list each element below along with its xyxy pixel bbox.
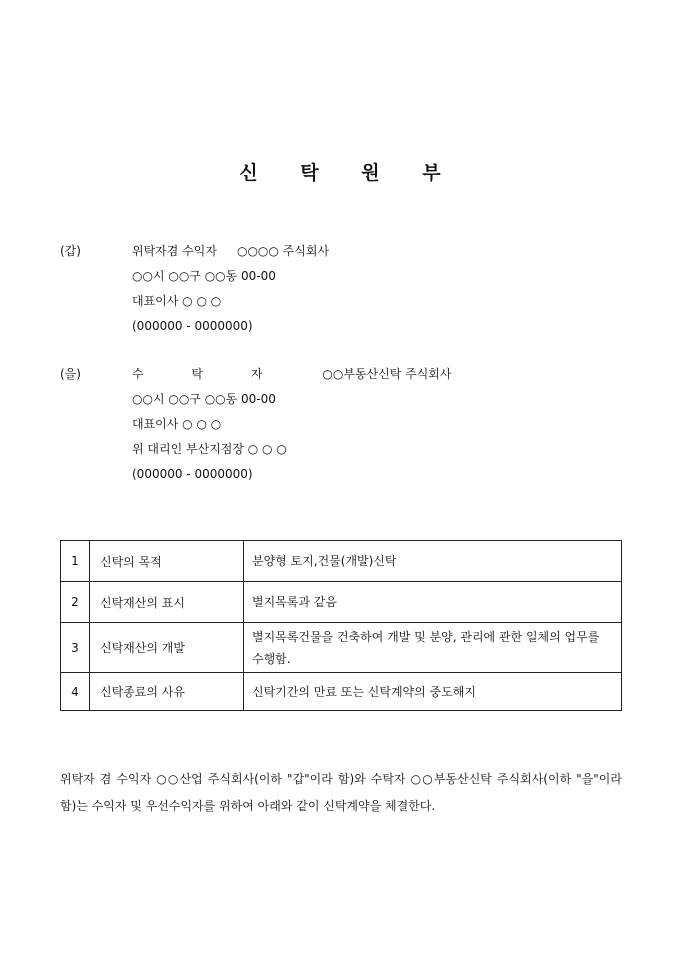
- row-description: 신탁기간의 만료 또는 신탁계약의 중도해지: [244, 673, 622, 711]
- row-number: 1: [61, 541, 90, 582]
- party-a-block: [60, 238, 329, 338]
- party-a-company: ○○○○ 주식회사: [236, 244, 330, 258]
- intro-paragraph: 위탁자 겸 수익자 ○○산업 주식회사(이하 "갑"이라 함)와 수탁자 ○○부동산신탁 주식회사(이하 "을"이라 함)는 수익자 및 우선수익자를 위하여 아래와 같이 신탁계약을 체결한다.: [60, 772, 622, 813]
- row-number: 3: [61, 623, 90, 673]
- row-item: 신탁재산의 표시: [90, 582, 244, 623]
- party-a-address: ○○시 ○○구 ○○동 00-00: [132, 269, 276, 283]
- party-b-role: 수 탁 자: [132, 367, 285, 381]
- row-description: 별지목록과 같음: [244, 582, 622, 623]
- row-item: 신탁재산의 개발: [90, 623, 244, 673]
- trust-items-table: [60, 540, 622, 711]
- document-title: 신 탁 원 부: [239, 162, 459, 184]
- party-b-agent: 위 대리인 부산지점장 ○ ○ ○: [132, 442, 287, 456]
- row-number: 4: [61, 673, 90, 711]
- row-description: 별지목록건물을 건축하여 개발 및 분양, 관리에 관한 일체의 업무를 수행함.: [244, 623, 622, 673]
- party-b-company: ○○부동산신탁 주식회사: [322, 367, 452, 381]
- table-row: [61, 582, 622, 623]
- party-a-role: 위탁자겸 수익자: [132, 244, 217, 258]
- party-a-reg-no: (000000 - 0000000): [132, 318, 253, 333]
- row-description: 분양형 토지,건물(개발)신탁: [244, 541, 622, 582]
- row-item: 신탁의 목적: [90, 541, 244, 582]
- table-row: [61, 623, 622, 673]
- party-b-label: (을): [60, 367, 81, 381]
- party-b-address: ○○시 ○○구 ○○동 00-00: [132, 392, 276, 406]
- row-number: 2: [61, 582, 90, 623]
- table-row: [61, 541, 622, 582]
- party-a-label: (갑): [60, 244, 81, 258]
- row-item: 신탁종료의 사유: [90, 673, 244, 711]
- party-b-representative: 대표이사 ○ ○ ○: [132, 417, 222, 431]
- party-a-representative: 대표이사 ○ ○ ○: [132, 294, 222, 308]
- party-b-block: [60, 361, 452, 486]
- party-b-reg-no: (000000 - 0000000): [132, 466, 253, 481]
- table-row: [61, 673, 622, 711]
